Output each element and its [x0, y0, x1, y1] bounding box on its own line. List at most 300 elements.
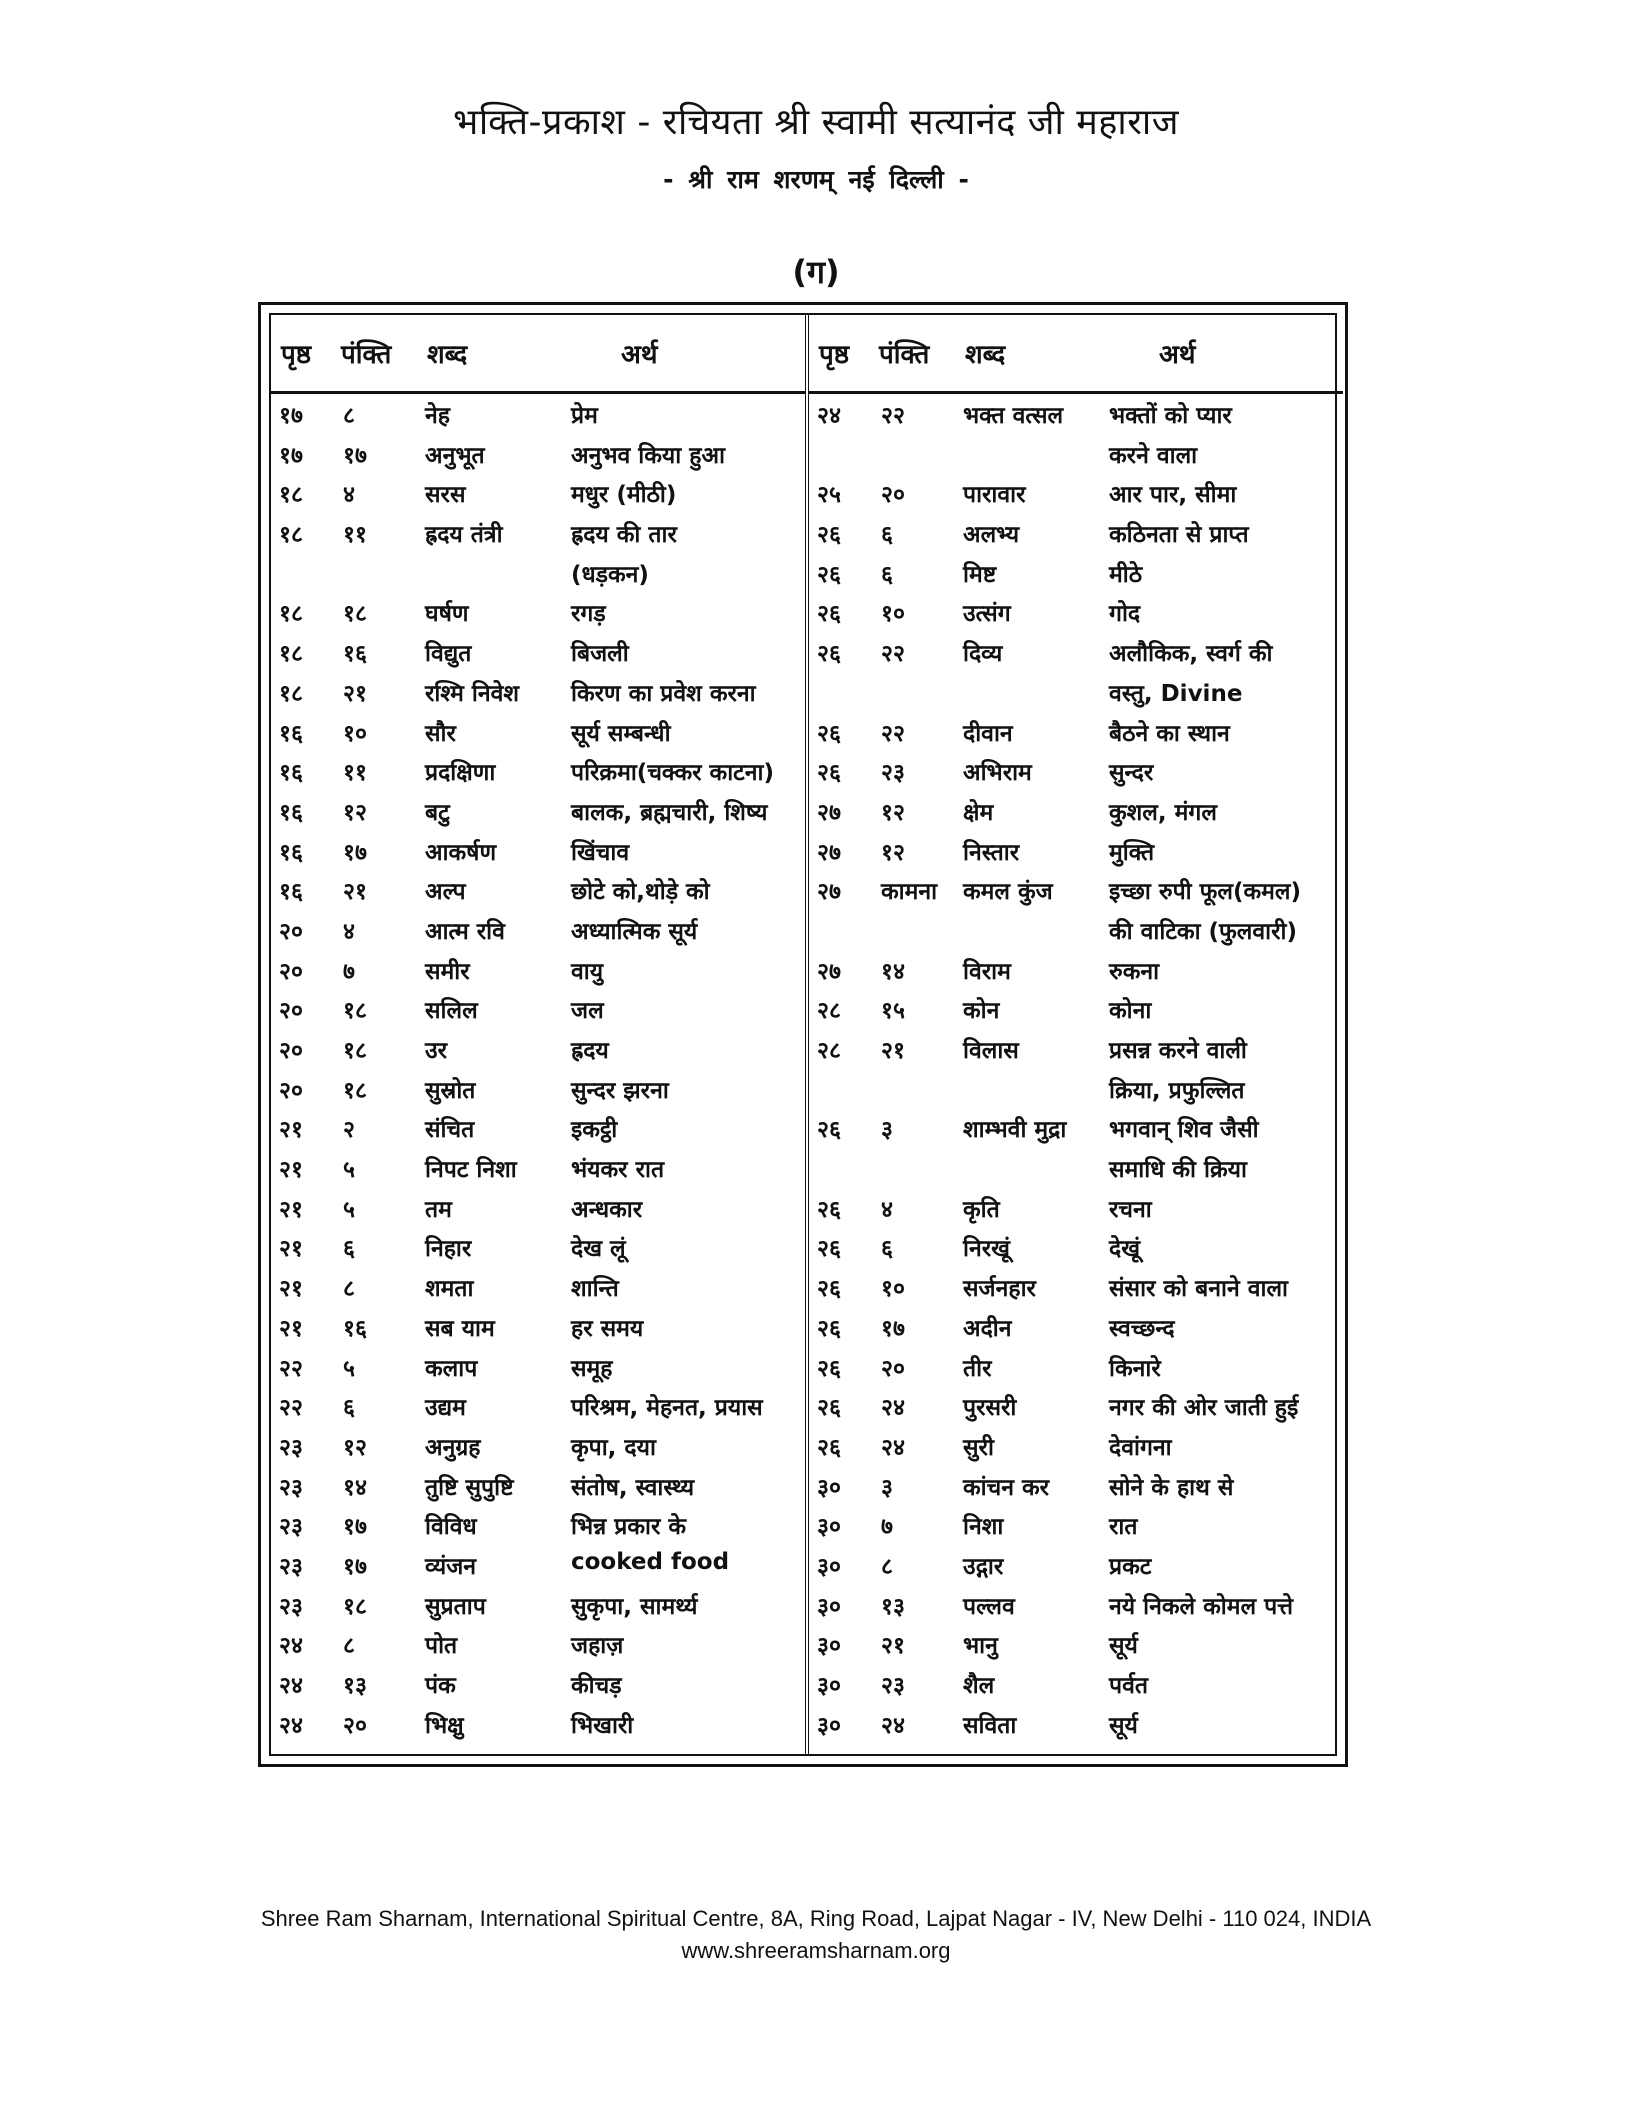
table-row	[809, 751, 1343, 791]
meaning-cell: सोने के हाथ से	[1109, 1474, 1234, 1501]
word-cell: विराम	[963, 958, 1011, 985]
line-number-cell: १७	[881, 1315, 905, 1342]
line-number-cell: १०	[881, 601, 905, 628]
line-number-cell: १२	[881, 799, 905, 826]
header-meaning: अर्थ	[621, 340, 658, 370]
meaning-cell: बालक, ब्रह्मचारी, शिष्य	[571, 799, 768, 826]
page-number-cell: २०	[279, 1038, 303, 1064]
line-number-cell: ५	[343, 1157, 355, 1184]
page-number-cell: १७	[279, 442, 303, 469]
line-number-cell: १२	[881, 839, 905, 866]
page-number-cell: २६	[817, 1315, 841, 1342]
table-row	[271, 1585, 805, 1625]
page-number-cell: २०	[279, 1077, 303, 1104]
table-row	[809, 791, 1343, 831]
meaning-cell: मीठे	[1109, 561, 1143, 588]
line-number-cell: ५	[343, 1196, 355, 1223]
page-number-cell: २६	[817, 641, 841, 668]
meaning-cell: भिन्न प्रकार के	[571, 1514, 687, 1541]
page-number-cell: २६	[817, 1395, 841, 1422]
word-cell: समीर	[425, 958, 470, 985]
meaning-cell: रुकना	[1109, 958, 1160, 985]
table-row	[271, 1148, 805, 1188]
line-number-cell: १८	[343, 1593, 367, 1620]
word-cell: दिव्य	[963, 641, 1003, 668]
meaning-cell: ह्रदय की तार	[571, 522, 677, 549]
table-row	[809, 1227, 1343, 1267]
meaning-cell: किनारे	[1109, 1355, 1161, 1382]
page-number-cell: २६	[817, 522, 841, 549]
page-number-cell: ३०	[817, 1633, 841, 1660]
line-number-cell: ६	[881, 522, 893, 549]
header-word: शब्द	[965, 340, 1006, 370]
table-row	[809, 1148, 1343, 1188]
table-row	[271, 394, 805, 434]
table-row	[271, 1505, 805, 1545]
line-number-cell: ८	[343, 1633, 355, 1660]
word-cell: अदीन	[963, 1315, 1012, 1342]
table-row	[271, 1704, 805, 1744]
word-cell: क्षेम	[963, 799, 994, 826]
meaning-cell: वस्तु, Divine	[1109, 680, 1243, 707]
word-cell: अभिराम	[963, 760, 1032, 787]
line-number-cell: ५	[343, 1355, 355, 1382]
page-number-cell: २५	[817, 482, 841, 509]
word-cell: उद्गार	[963, 1553, 1004, 1580]
table-row	[809, 1307, 1343, 1347]
meaning-cell: ह्रदय	[571, 1038, 609, 1064]
word-cell: सब याम	[425, 1315, 495, 1342]
word-cell: विलास	[963, 1038, 1019, 1064]
page-number-cell: १८	[279, 522, 303, 549]
table-row	[809, 1267, 1343, 1307]
word-cell: सुरी	[963, 1434, 994, 1461]
table-row	[271, 1188, 805, 1228]
word-cell: भिक्षु	[425, 1712, 464, 1739]
page-number-cell: २१	[279, 1236, 303, 1263]
table-row	[271, 791, 805, 831]
page-number-cell: २६	[817, 720, 841, 747]
line-number-cell: ६	[881, 561, 893, 588]
meaning-cell: रात	[1109, 1514, 1138, 1541]
line-number-cell: १४	[343, 1474, 367, 1501]
line-number-cell: ४	[881, 1196, 893, 1223]
page-number-cell: १८	[279, 641, 303, 668]
line-number-cell: १०	[881, 1276, 905, 1303]
word-cell: उद्यम	[425, 1395, 466, 1422]
table-row	[271, 592, 805, 632]
table-row	[809, 632, 1343, 672]
meaning-cell: देख लूं	[571, 1236, 626, 1263]
table-row	[809, 1347, 1343, 1387]
line-number-cell: २१	[343, 680, 367, 707]
page-number-cell: २३	[279, 1553, 303, 1580]
line-number-cell: २४	[881, 1395, 905, 1422]
word-cell: सरस	[425, 482, 466, 509]
line-number-cell: १०	[343, 720, 367, 747]
table-row	[271, 1624, 805, 1664]
meaning-cell: परिश्रम, मेहनत, प्रयास	[571, 1395, 763, 1422]
meaning-cell: प्रेम	[571, 403, 598, 429]
table-row	[809, 712, 1343, 752]
table-row	[271, 473, 805, 513]
line-number-cell: २०	[881, 1355, 905, 1382]
table-row	[271, 1545, 805, 1585]
word-cell: निपट निशा	[425, 1157, 517, 1184]
meaning-cell: छोटे को,थोड़े को	[571, 879, 710, 906]
right-rows	[809, 394, 1343, 1743]
page-number-cell: २४	[279, 1633, 303, 1660]
table-row	[809, 1704, 1343, 1744]
glossary-table-inner	[269, 313, 1337, 1756]
page-number-cell: ३०	[817, 1514, 841, 1541]
page-number-cell: २४	[817, 403, 841, 429]
page-number-cell: ३०	[817, 1553, 841, 1580]
line-number-cell: २२	[881, 403, 905, 429]
word-cell: बटु	[425, 799, 450, 826]
document-subtitle: - श्री राम शरणम् नई दिल्ली -	[663, 165, 969, 194]
word-cell: दीवान	[963, 720, 1013, 747]
line-number-cell: २२	[881, 720, 905, 747]
table-row	[809, 1545, 1343, 1585]
page-number-cell: २६	[817, 1276, 841, 1303]
word-cell: मिष्ट	[963, 561, 997, 588]
word-cell: निशा	[963, 1514, 1004, 1541]
page-number-cell: २३	[279, 1514, 303, 1541]
word-cell: तीर	[963, 1355, 992, 1382]
line-number-cell: २१	[881, 1633, 905, 1660]
meaning-cell: सूर्य सम्बन्धी	[571, 720, 671, 747]
page-number-cell: २१	[279, 1276, 303, 1303]
header-word: शब्द	[427, 340, 468, 370]
word-cell: शमता	[425, 1276, 474, 1303]
page-number-cell: १८	[279, 482, 303, 509]
table-row	[809, 1466, 1343, 1506]
line-number-cell: १४	[881, 958, 905, 985]
word-cell: कृति	[963, 1196, 1000, 1223]
table-row	[809, 1426, 1343, 1466]
word-cell: शाम्भवी मुद्रा	[963, 1117, 1067, 1144]
line-number-cell: २३	[881, 760, 905, 787]
footer-website: www.shreeramsharnam.org	[681, 1938, 951, 1963]
word-cell: सर्जनहार	[963, 1276, 1036, 1303]
page-number-cell: २३	[279, 1434, 303, 1461]
line-number-cell: ३	[881, 1117, 893, 1144]
line-number-cell: १७	[343, 1514, 367, 1541]
line-number-cell: ३	[881, 1474, 893, 1501]
table-row	[809, 1624, 1343, 1664]
word-cell: सविता	[963, 1712, 1017, 1739]
page-number-cell: ३०	[817, 1673, 841, 1699]
meaning-cell: कोना	[1109, 998, 1152, 1025]
line-number-cell: ७	[881, 1514, 893, 1541]
right-header-row	[809, 315, 1343, 394]
line-number-cell: १६	[343, 1315, 367, 1342]
meaning-cell: समाधि की क्रिया	[1109, 1157, 1247, 1184]
word-cell: नेह	[425, 403, 450, 429]
meaning-cell: रगड़	[571, 601, 606, 628]
page-number-cell: १६	[279, 799, 303, 826]
table-row	[809, 870, 1343, 910]
table-row	[271, 1664, 805, 1704]
table-row	[271, 910, 805, 950]
line-number-cell: १८	[343, 1038, 367, 1064]
meaning-cell: वायु	[571, 958, 604, 985]
line-number-cell: १५	[881, 998, 905, 1025]
page-number-cell: २२	[279, 1355, 303, 1382]
page-number-cell: २७	[817, 879, 841, 906]
table-row	[271, 1227, 805, 1267]
meaning-cell: शान्ति	[571, 1276, 619, 1303]
page-number-cell: २६	[817, 1196, 841, 1223]
line-number-cell: ७	[343, 958, 355, 985]
word-cell: सुस्रोत	[425, 1077, 476, 1104]
line-number-cell: १७	[343, 839, 367, 866]
page-number-cell: २८	[817, 1038, 841, 1064]
word-cell: उर	[425, 1038, 448, 1064]
header-page: पृष्ठ	[281, 340, 312, 370]
line-number-cell: २४	[881, 1434, 905, 1461]
word-cell: पुरसरी	[963, 1395, 1017, 1422]
header-line: पंक्ति	[879, 340, 930, 370]
table-row	[271, 553, 805, 593]
meaning-cell: भिखारी	[571, 1712, 634, 1739]
page-number-cell: २४	[279, 1712, 303, 1739]
page-number-cell: १६	[279, 879, 303, 906]
line-number-cell: २१	[343, 879, 367, 906]
meaning-cell: की वाटिका (फुलवारी)	[1109, 918, 1298, 945]
table-row	[809, 473, 1343, 513]
line-number-cell: १३	[343, 1673, 367, 1699]
line-number-cell: ८	[343, 403, 355, 429]
meaning-cell: अलौकिक, स्वर्ग की	[1109, 641, 1273, 668]
word-cell: कमल कुंज	[963, 879, 1053, 906]
meaning-cell: खिंचाव	[571, 839, 630, 866]
section-label: (ग)	[792, 253, 840, 291]
table-row	[809, 1585, 1343, 1625]
table-row	[809, 1386, 1343, 1426]
word-cell: निरखूं	[963, 1236, 1010, 1263]
word-cell: आकर्षण	[425, 839, 497, 866]
line-number-cell: १७	[343, 442, 367, 469]
table-row	[809, 1664, 1343, 1704]
word-cell: आत्म रवि	[425, 918, 505, 945]
word-cell: विद्युत	[425, 641, 472, 668]
table-row	[271, 513, 805, 553]
document-title: भक्ति-प्रकाश - रचियता श्री स्वामी सत्यानंद जी महाराज	[453, 102, 1179, 143]
meaning-cell: (धड़कन)	[571, 561, 649, 588]
page-number-cell: २१	[279, 1157, 303, 1184]
line-number-cell: ११	[343, 760, 367, 787]
page-number-cell: २६	[817, 1117, 841, 1144]
line-number-cell: २२	[881, 641, 905, 668]
line-number-cell: १८	[343, 998, 367, 1025]
table-row	[809, 1069, 1343, 1109]
table-row	[809, 1505, 1343, 1545]
table-row	[809, 592, 1343, 632]
meaning-cell: बैठने का स्थान	[1109, 720, 1230, 747]
page-number-cell: २१	[279, 1196, 303, 1223]
meaning-cell: अन्धकार	[571, 1196, 643, 1223]
page-number-cell: २८	[817, 998, 841, 1025]
word-cell: अनुग्रह	[425, 1434, 481, 1461]
page-number-cell: २६	[817, 760, 841, 787]
word-cell: सौर	[425, 720, 456, 747]
meaning-cell: इकट्ठी	[571, 1117, 618, 1144]
meaning-cell: रचना	[1109, 1196, 1152, 1223]
table-row	[809, 1029, 1343, 1069]
word-cell: विविध	[425, 1514, 477, 1541]
table-row	[809, 394, 1343, 434]
table-row	[271, 950, 805, 990]
page-number-cell: २६	[817, 601, 841, 628]
line-number-cell: १७	[343, 1553, 367, 1580]
line-number-cell: ८	[343, 1276, 355, 1303]
word-cell: प्रदक्षिणा	[425, 760, 496, 787]
meaning-cell: सुन्दर	[1109, 760, 1154, 787]
meaning-cell: कुशल, मंगल	[1109, 799, 1217, 826]
meaning-cell: सुन्दर झरना	[571, 1077, 669, 1104]
table-row	[271, 1029, 805, 1069]
word-cell: तुष्टि सुपुष्टि	[425, 1474, 514, 1501]
line-number-cell: ८	[881, 1553, 893, 1580]
line-number-cell: ४	[343, 918, 355, 945]
page-number-cell: १८	[279, 680, 303, 707]
line-number-cell: ११	[343, 522, 367, 549]
left-rows	[271, 394, 805, 1743]
meaning-cell: क्रिया, प्रफुल्लित	[1109, 1077, 1245, 1104]
meaning-cell: भक्तों को प्यार	[1109, 403, 1232, 429]
word-cell: भक्त वत्सल	[963, 403, 1064, 429]
table-row	[809, 831, 1343, 871]
meaning-cell: देखूं	[1109, 1236, 1141, 1263]
meaning-cell: परिक्रमा(चक्कर काटना)	[571, 760, 774, 787]
word-cell: पारावार	[963, 482, 1026, 509]
word-cell: निहार	[425, 1236, 472, 1263]
left-header-row	[271, 315, 805, 394]
line-number-cell: २४	[881, 1712, 905, 1739]
line-number-cell: २३	[881, 1673, 905, 1699]
meaning-cell: संतोष, स्वास्थ्य	[571, 1474, 695, 1501]
page-number-cell: २०	[279, 918, 303, 945]
word-cell: पंक	[425, 1673, 456, 1699]
page-number-cell: ३०	[817, 1712, 841, 1739]
footer-address: Shree Ram Sharnam, International Spiritual Centre, 8A, Ring Road, Lajpat Nagar - IV, New Delhi - 110 024, INDIA	[260, 1906, 1372, 1931]
word-cell: भानु	[963, 1633, 998, 1660]
page-number-cell: २४	[279, 1673, 303, 1699]
word-cell: ह्रदय तंत्री	[425, 522, 503, 549]
meaning-cell: भंयकर रात	[571, 1157, 665, 1184]
meaning-cell: कृपा, दया	[571, 1434, 656, 1461]
page-number-cell: १८	[279, 601, 303, 628]
word-cell: उत्संग	[963, 601, 1011, 628]
meaning-cell: हर समय	[571, 1315, 644, 1342]
meaning-cell: मुक्ति	[1109, 839, 1155, 866]
table-row	[271, 989, 805, 1029]
word-cell: तम	[425, 1196, 452, 1223]
word-cell: रश्मि निवेश	[425, 680, 520, 707]
table-row	[271, 712, 805, 752]
meaning-cell: गोद	[1109, 601, 1141, 628]
meaning-cell: मधुर (मीठी)	[571, 482, 677, 509]
word-cell: व्यंजन	[425, 1553, 477, 1580]
line-number-cell: १८	[343, 1077, 367, 1104]
page-number-cell: २१	[279, 1315, 303, 1342]
page-number-cell: २६	[817, 1236, 841, 1263]
word-cell: अनुभूत	[425, 442, 485, 469]
word-cell: सलिल	[425, 998, 478, 1025]
meaning-cell: इच्छा रुपी फूल(कमल)	[1109, 879, 1301, 906]
meaning-cell: प्रकट	[1109, 1553, 1152, 1580]
table-row	[809, 950, 1343, 990]
line-number-cell: २१	[881, 1038, 905, 1064]
meaning-cell: देवांगना	[1109, 1434, 1172, 1461]
page-number-cell: १६	[279, 720, 303, 747]
line-number-cell: १२	[343, 1434, 367, 1461]
meaning-cell: संसार को बनाने वाला	[1109, 1276, 1289, 1303]
page-number-cell: २३	[279, 1593, 303, 1620]
page-number-cell: २६	[817, 1355, 841, 1382]
page-number-cell: २६	[817, 561, 841, 588]
table-row	[271, 672, 805, 712]
table-row	[271, 434, 805, 474]
glossary-table	[258, 302, 1348, 1767]
table-row	[271, 1069, 805, 1109]
table-row	[809, 1108, 1343, 1148]
table-row	[809, 672, 1343, 712]
meaning-cell: नये निकले कोमल पत्ते	[1109, 1593, 1294, 1620]
meaning-cell: कठिनता से प्राप्त	[1109, 522, 1249, 549]
line-number-cell: १३	[881, 1593, 905, 1620]
right-column	[805, 315, 1343, 1754]
header-page: पृष्ठ	[819, 340, 850, 370]
page-number-cell: १७	[279, 403, 303, 429]
table-row	[809, 513, 1343, 553]
line-number-cell: १८	[343, 601, 367, 628]
word-cell: निस्तार	[963, 839, 1020, 866]
table-row	[271, 632, 805, 672]
word-cell: अलभ्य	[963, 522, 1020, 549]
meaning-cell: समूह	[571, 1355, 613, 1382]
meaning-cell: करने वाला	[1109, 442, 1198, 469]
word-cell: घर्षण	[425, 601, 469, 628]
meaning-cell: भगवान् शिव जैसी	[1109, 1117, 1259, 1144]
word-cell: अल्प	[425, 879, 466, 906]
line-number-cell: ४	[343, 482, 355, 509]
meaning-cell: बिजली	[571, 641, 629, 668]
word-cell: कलाप	[425, 1355, 478, 1382]
page-number-cell: २७	[817, 799, 841, 826]
left-column	[271, 315, 805, 1754]
line-number-cell: ६	[343, 1395, 355, 1422]
header-meaning: अर्थ	[1159, 340, 1196, 370]
meaning-cell: सूर्य	[1109, 1633, 1138, 1660]
line-number-cell: १२	[343, 799, 367, 826]
table-row	[271, 1466, 805, 1506]
meaning-cell: सूर्य	[1109, 1712, 1138, 1739]
meaning-cell: अनुभव किया हुआ	[571, 442, 725, 469]
word-cell: शैल	[963, 1673, 995, 1699]
meaning-cell: प्रसन्न करने वाली	[1109, 1038, 1247, 1064]
word-cell: पोत	[425, 1633, 458, 1660]
page-number-cell: १६	[279, 839, 303, 866]
line-number-cell: २	[343, 1117, 355, 1144]
meaning-cell: पर्वत	[1109, 1673, 1148, 1699]
page-number-cell: २०	[279, 958, 303, 985]
word-cell: कांचन कर	[963, 1474, 1050, 1501]
header-line: पंक्ति	[341, 340, 392, 370]
meaning-cell: अध्यात्मिक सूर्य	[571, 918, 698, 945]
